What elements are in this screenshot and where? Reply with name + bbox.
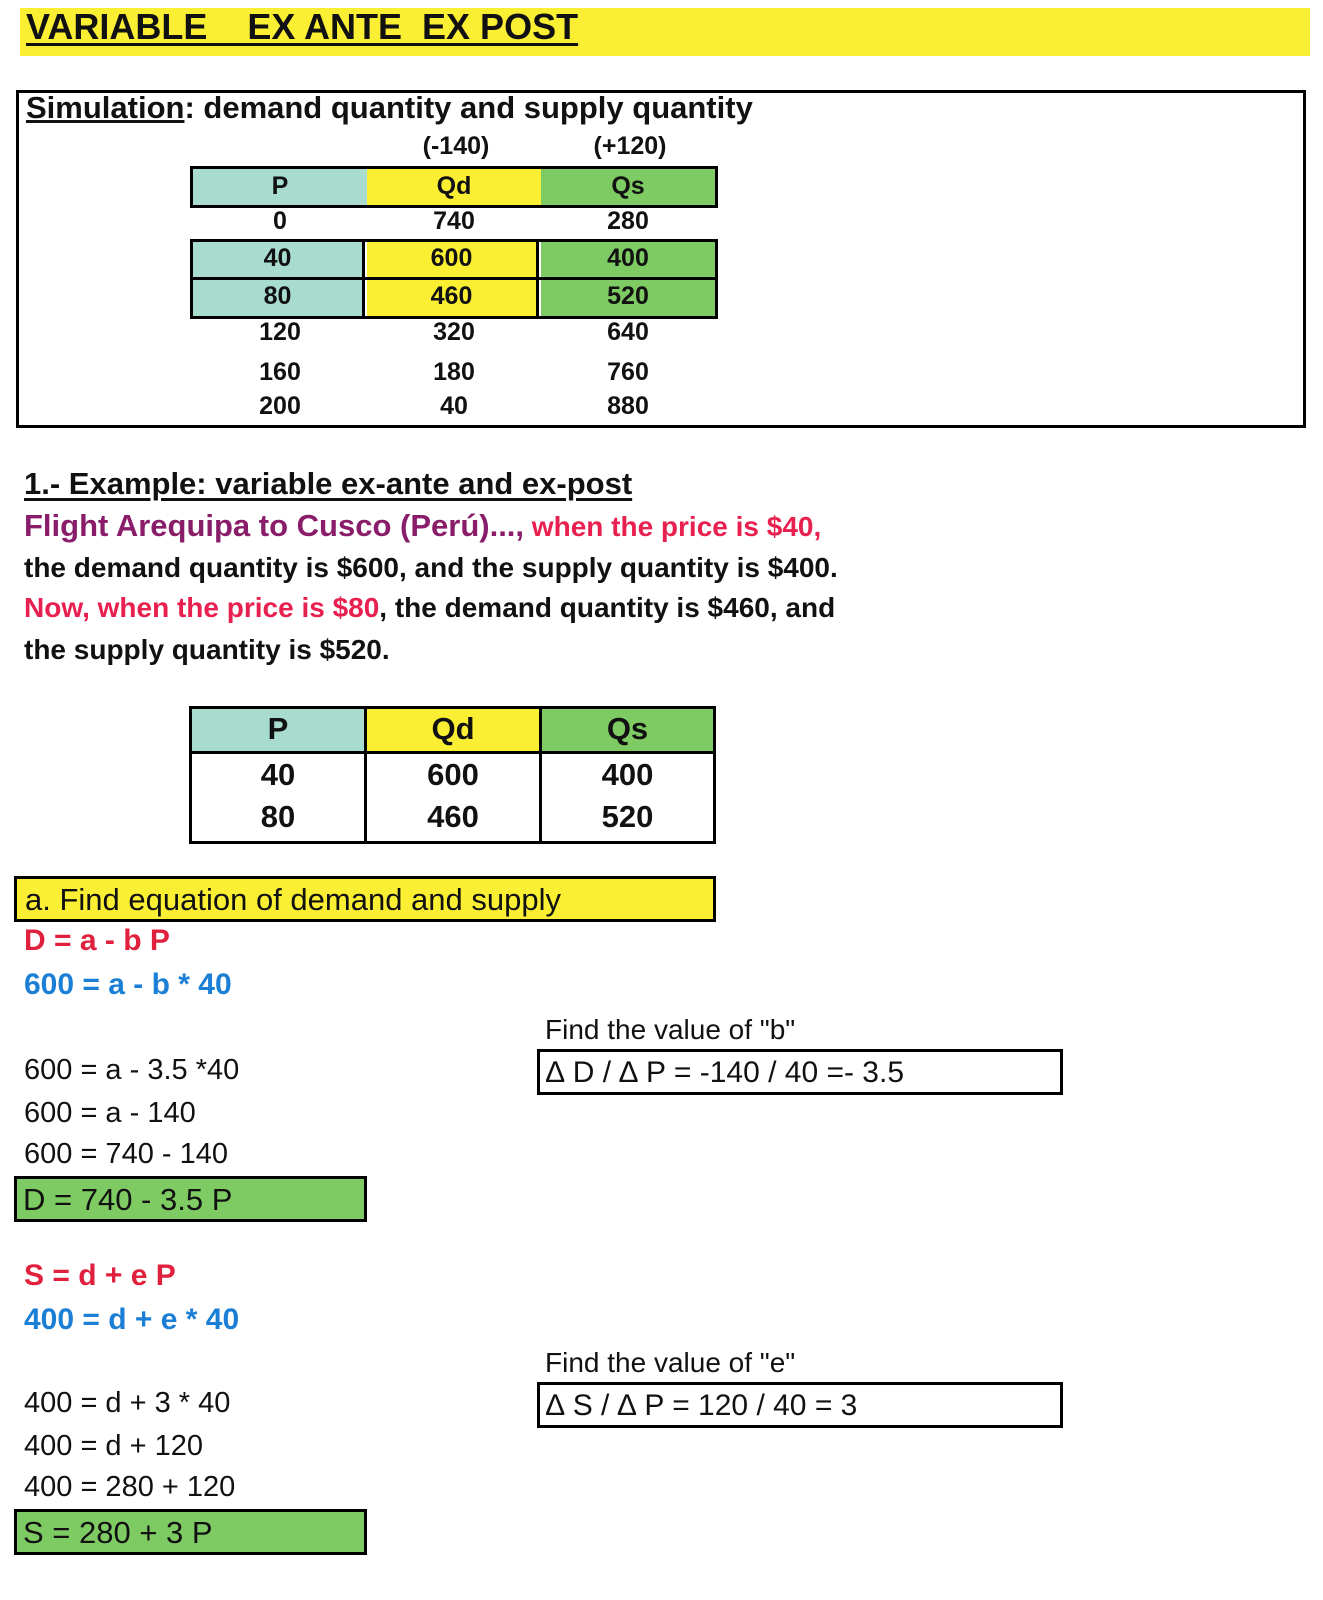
- sim-cell: 120: [259, 318, 301, 346]
- sim-cell: 80: [193, 280, 365, 316]
- sim-cell: 40: [440, 392, 468, 420]
- example-line-2: the demand quantity is $600, and the supply quantity is $400.: [24, 552, 838, 583]
- example-line-3a: Now, when the price is $80: [24, 592, 380, 623]
- sim-cell: 740: [433, 207, 475, 235]
- supply-step-1: 400 = d + 3 * 40: [24, 1387, 231, 1419]
- sim-cell: 40: [193, 242, 365, 278]
- simulation-heading-rest: : demand quantity and supply quantity: [184, 90, 753, 125]
- supply-substituted-equation: 400 = d + e * 40: [24, 1303, 240, 1336]
- example-line-3: [24, 592, 835, 624]
- t2-header-divider: [192, 751, 713, 754]
- sim-cell: 0: [273, 207, 287, 235]
- find-b-label: Find the value of "b": [545, 1014, 796, 1045]
- t2-cell: 520: [601, 799, 654, 834]
- t2-cell: 400: [601, 757, 654, 792]
- example-line-4: the supply quantity is $520.: [24, 634, 390, 665]
- demand-substituted-equation: 600 = a - b * 40: [24, 968, 232, 1001]
- demand-result: D = 740 - 3.5 P: [14, 1176, 367, 1222]
- demand-step-3: 600 = 740 - 140: [24, 1138, 228, 1170]
- sim-cell: 180: [433, 358, 475, 386]
- supply-result: S = 280 + 3 P: [14, 1509, 367, 1555]
- supply-step-2: 400 = d + 120: [24, 1430, 203, 1462]
- t2-cell: 80: [260, 799, 296, 834]
- sim-cell: 460: [367, 280, 539, 316]
- t2-header-qs: Qs: [542, 709, 713, 751]
- simulation-heading: [26, 90, 753, 126]
- supply-general-equation: S = d + e P: [24, 1259, 176, 1292]
- sim-cell: 160: [259, 358, 301, 386]
- demand-step-1: 600 = a - 3.5 *40: [24, 1054, 240, 1086]
- simulation-label: Simulation: [26, 90, 185, 125]
- sim-header-p: P: [193, 169, 367, 205]
- example-line-1: [24, 508, 821, 544]
- sim-cell: 280: [607, 207, 649, 235]
- example-line-1b: when the price is $40,: [524, 511, 822, 542]
- example-heading: 1.- Example: variable ex-ante and ex-post: [24, 466, 633, 501]
- demand-step-2: 600 = a - 140: [24, 1097, 196, 1129]
- sim-header-qs: Qs: [541, 169, 715, 205]
- example-line-1a: Flight Arequipa to Cusco (Perú)...,: [24, 508, 525, 543]
- example-line-3b: , the demand quantity is $460, and: [379, 592, 836, 623]
- sim-cell: 320: [433, 318, 475, 346]
- sim-cell: 640: [607, 318, 649, 346]
- find-b-formula: ∆ D / ∆ P = -140 / 40 =- 3.5: [537, 1049, 1063, 1095]
- sim-cell: 200: [259, 392, 301, 420]
- sim-header-qd: Qd: [367, 169, 541, 205]
- part-a-heading: a. Find equation of demand and supply: [14, 876, 716, 922]
- sim-cell: 520: [541, 280, 715, 316]
- find-e-label: Find the value of "e": [545, 1347, 796, 1378]
- t2-cell: 40: [260, 757, 296, 792]
- supply-step-3: 400 = 280 + 120: [24, 1471, 236, 1503]
- sim-cell: 760: [607, 358, 649, 386]
- page-title: VARIABLE EX ANTE EX POST: [26, 6, 579, 47]
- sim-cell: 880: [607, 392, 649, 420]
- find-e-formula: ∆ S / ∆ P = 120 / 40 = 3: [537, 1382, 1063, 1428]
- sim-cell: 600: [367, 242, 539, 278]
- t2-cell: 460: [427, 799, 479, 834]
- t2-cell: 600: [427, 757, 479, 792]
- demand-general-equation: D = a - b P: [24, 924, 170, 957]
- delta-qd-label: (-140): [422, 132, 490, 160]
- t2-header-p: P: [192, 709, 364, 751]
- delta-qs-label: (+120): [593, 132, 667, 160]
- t2-header-qd: Qd: [367, 709, 539, 751]
- sim-cell: 400: [541, 242, 715, 278]
